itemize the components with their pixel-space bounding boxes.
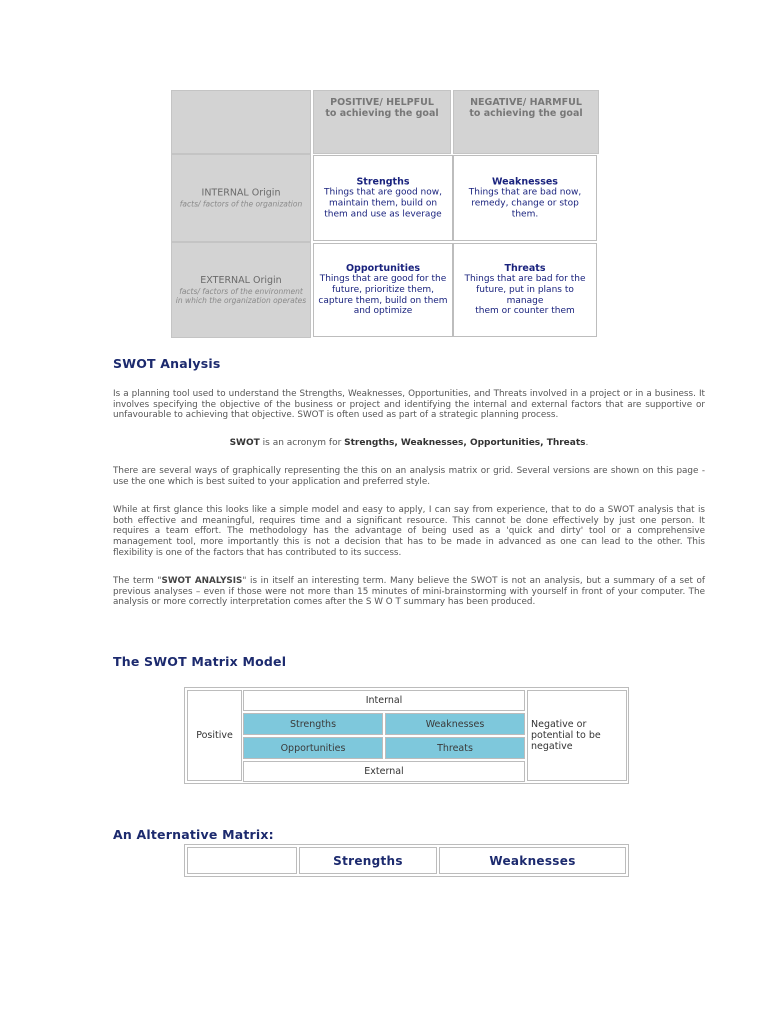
matrix-internal-cell xyxy=(243,690,525,711)
term-post: " is in itself an interesting term. Many believe the SWOT is not an analysis, but a summary of a set of previous analyses – even if those were not more than 15 minutes of mini-brainstorming with yourself in front of your computer. The analysis or more correctly interpretation comes after the S W O T summary has been produced. xyxy=(113,576,706,608)
matrix-positive-label: Positive xyxy=(196,730,233,741)
weaknesses-desc-2: remedy, change or stop them. xyxy=(471,198,579,219)
header-negative-sub: to achieving the goal xyxy=(469,108,583,119)
header-negative-title: NEGATIVE/ HARMFUL xyxy=(470,97,582,108)
matrix-strengths-cell xyxy=(243,713,383,735)
row-external-origin xyxy=(171,242,311,338)
threats-desc-3: them or counter them xyxy=(475,306,575,317)
header-positive xyxy=(313,90,451,154)
matrix-threats-cell xyxy=(385,737,525,759)
strengths-title: Strengths xyxy=(356,176,410,188)
matrix-internal-label: Internal xyxy=(365,695,403,706)
paragraph-intro: Is a planning tool used to understand the Strengths, Weaknesses, Opportunities, and Threats involved in a project or in a business. It involves specifying the objective of the business or project and identifying the internal and external factors that are supportive or unfavourable to achieving that objective. SWOT is often used as part of a strategic planning process. xyxy=(113,389,705,421)
row-internal-origin xyxy=(171,154,311,242)
matrix-negative-line-3: negative xyxy=(531,741,573,752)
threats-desc-1: Things that are bad for the xyxy=(464,273,586,284)
matrix-negative-cell xyxy=(527,690,627,781)
header-negative xyxy=(453,90,599,154)
paragraph-experience: While at first glance this looks like a simple model and easy to apply, I can say from experience, that to do a SWOT analysis that is both effective and meaningful, requires time and a significant resource. This cannot be done effectively by just one person. It requires a team effort. The methodology has the advantage of being used as a 'quick and dirty' tool or a comprehensive management tool, more importantly this is not a decision that has to be made in advanced as one can lead to the other. This flexibility is one of the factors that has contributed to its success. xyxy=(113,505,705,558)
matrix-strengths-label: Strengths xyxy=(289,718,337,730)
term-bold: SWOT ANALYSIS xyxy=(161,576,243,586)
weaknesses-desc-1: Things that are bad now, xyxy=(468,187,582,198)
weaknesses-title: Weaknesses xyxy=(492,176,558,188)
swot-matrix-model xyxy=(184,687,629,784)
alt-empty-cell xyxy=(187,847,297,874)
strengths-desc-3: them and use as leverage xyxy=(324,208,442,219)
threats-cell xyxy=(453,243,597,337)
matrix-threats-label: Threats xyxy=(437,742,473,754)
header-positive-title: POSITIVE/ HELPFUL xyxy=(330,97,434,108)
alternative-matrix-heading: An Alternative Matrix: xyxy=(113,827,274,842)
matrix-model-heading: The SWOT Matrix Model xyxy=(113,654,287,669)
external-origin-title: EXTERNAL Origin xyxy=(200,275,282,286)
matrix-weaknesses-cell xyxy=(385,713,525,735)
acronym-mid: is an acronym for xyxy=(259,438,345,448)
matrix-negative-line-1: Negative or xyxy=(531,719,587,730)
opportunities-desc-2: future, prioritize them, xyxy=(331,284,435,295)
strengths-desc-1: Things that are good now, xyxy=(324,187,442,198)
opportunities-desc-4: and optimize xyxy=(353,306,413,317)
opportunities-desc-1: Things that are good for the xyxy=(319,273,447,284)
swot-analysis-heading: SWOT Analysis xyxy=(113,356,221,371)
matrix-external-label: External xyxy=(364,766,404,777)
grid-corner-cell xyxy=(171,90,311,154)
paragraph-term xyxy=(113,576,705,608)
internal-origin-sub: facts/ factors of the organization xyxy=(179,199,303,209)
internal-origin-title: INTERNAL Origin xyxy=(201,187,281,199)
acronym-term: SWOT xyxy=(229,438,260,448)
opportunities-title: Opportunities xyxy=(345,262,421,274)
paragraph-representations: There are several ways of graphically representing the this on an analysis matrix or grid. Several versions are shown on this page - use the one which is best suited to your application and preferred style. xyxy=(113,466,705,487)
matrix-external-cell xyxy=(243,761,525,782)
alt-weaknesses-label: Weaknesses xyxy=(489,853,576,868)
threats-title: Threats xyxy=(504,262,546,274)
matrix-opportunities-cell xyxy=(243,737,383,759)
acronym-end: . xyxy=(585,438,589,448)
external-origin-sub-2: in which the organization operates xyxy=(175,296,307,305)
alt-strengths-label: Strengths xyxy=(333,853,403,868)
opportunities-cell xyxy=(313,243,453,337)
alt-strengths-cell xyxy=(299,847,437,874)
matrix-weaknesses-label: Weaknesses xyxy=(425,718,485,730)
acronym-words: Strengths, Weaknesses, Opportunities, Threats xyxy=(344,438,586,448)
term-pre: The term " xyxy=(113,576,162,586)
opportunities-desc-3: capture them, build on them xyxy=(318,295,448,306)
matrix-negative-line-2: potential to be xyxy=(531,730,601,741)
acronym-line xyxy=(113,438,705,448)
alternative-matrix xyxy=(184,844,629,877)
header-positive-sub: to achieving the goal xyxy=(325,108,439,119)
alt-weaknesses-cell xyxy=(439,847,626,874)
external-origin-sub-1: facts/ factors of the environment xyxy=(179,287,303,296)
matrix-opportunities-label: Opportunities xyxy=(280,742,346,754)
matrix-positive-cell xyxy=(187,690,242,781)
strengths-cell xyxy=(313,155,453,241)
strengths-desc-2: maintain them, build on xyxy=(328,198,438,209)
weaknesses-cell xyxy=(453,155,597,241)
threats-desc-2: future, put in plans to manage xyxy=(476,284,574,306)
swot-grid xyxy=(171,90,599,340)
